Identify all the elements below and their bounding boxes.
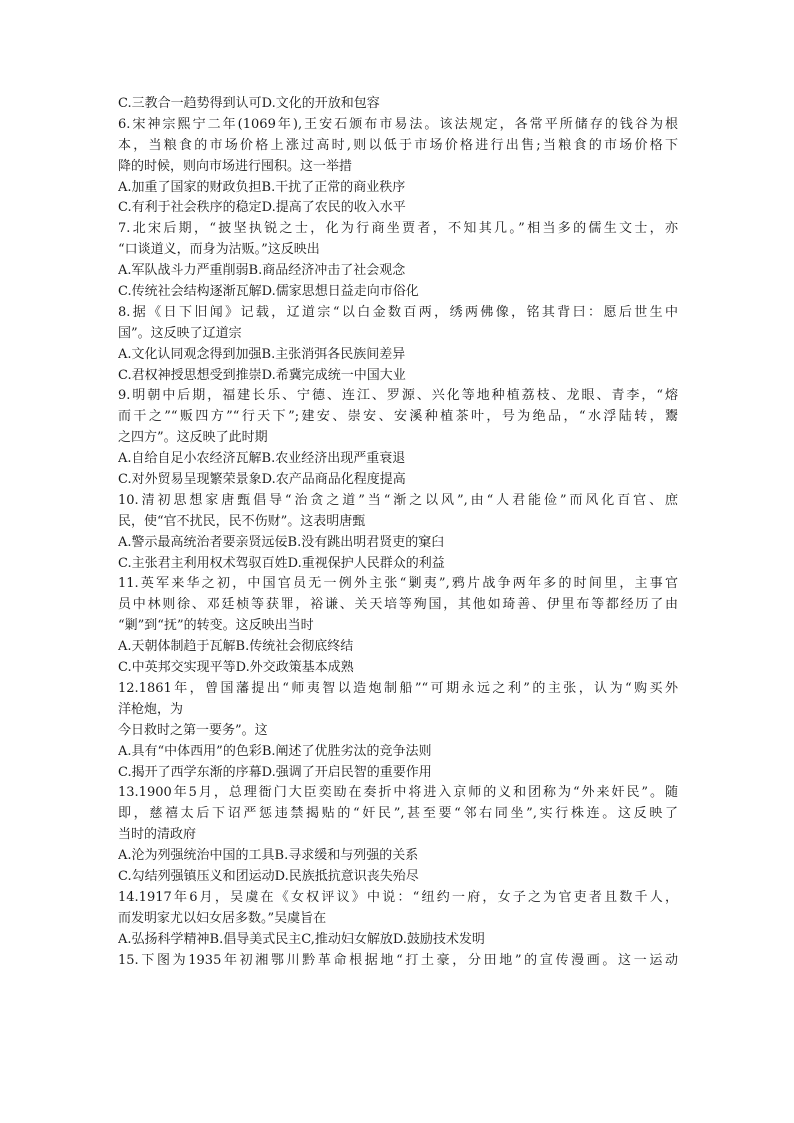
text-line: 当时的清政府 [118, 827, 197, 843]
text-line: 本，当粮食的市场价格上涨过高时,则以低于市场价格进行出售;当粮食的市场价格下 [118, 137, 678, 153]
text-line: C.揭开了西学东渐的序幕D.强调了开启民智的重要作用 [118, 764, 432, 780]
text-line: 员中林则徐、邓廷桢等获罪，裕谦、关天培等殉国，其他如琦善、伊里布等都经历了由 [118, 597, 678, 613]
text-line: 15.下图为1935年初湘鄂川黔革命根据地“打土豪，分田地”的宣传漫画。这一运动 [118, 952, 678, 968]
text-line: 国”。这反映了辽道宗 [118, 325, 242, 341]
document-page [118, 94, 678, 971]
text-line: C.君权神授思想受到推崇D.希冀完成统一中国大业 [118, 367, 406, 383]
text-line: A.警示最高统治者要亲贤远佞B.没有跳出明君贤吏的窠臼 [118, 534, 445, 550]
text-line: A.具有“中体西用”的色彩B.阐述了优胜劣汰的竞争法则 [118, 743, 432, 759]
text-line: C.三教合一趋势得到认可D.文化的开放和包容 [118, 96, 380, 111]
text-line: C.传统社会结构逐渐瓦解D.儒家思想日益走向市俗化 [118, 284, 419, 300]
text-line: C.中英邦交实现平等D.外交政策基本成熟 [118, 660, 354, 676]
text-line: 14.1917年6月，吴虞在《女权评议》中说：“纽约一府，女子之为官吏者且数千人， [118, 889, 678, 905]
text-line: 10.清初思想家唐甄倡导“治贪之道”当“渐之以风”,由“人君能俭”而风化百官、庶 [118, 492, 678, 508]
text-line: A.文化认同观念得到加强B.主张消弭各民族间差异 [118, 346, 406, 362]
text-line: 今日救时之第一要务”。这 [118, 722, 268, 738]
text-line: 而发明家尤以妇女居多数。”吴虞旨在 [118, 910, 327, 926]
text-line: A.弘扬科学精神B.倡导美式民主C,推动妇女解放D.鼓励技术发明 [118, 931, 485, 947]
text-line: 13.1900年5月，总理衙门大臣奕劻在奏折中将进入京师的义和团称为“外来奸民”。随 [118, 785, 678, 801]
text-line: 之四方”。这反映了此时期 [118, 430, 268, 446]
text-line: 6.宋神宗熙宁二年(1069年),王安石颁布市易法。该法规定，各常平所储存的钱谷为根 [118, 116, 678, 132]
text-line: “剿”到“抚”的转变。这反映出当时 [118, 618, 314, 634]
text-line: “口谈道义，而身为沽贩。”这反映出 [118, 242, 320, 258]
text-line: C.有利于社会秩序的稳定D.提高了农民的收入水平 [118, 200, 406, 216]
text-line: A.沦为列强统治中国的工具B.寻求缓和与列强的关系 [118, 848, 419, 864]
text-line: A.军队战斗力严重削弱B.商品经济冲击了社会观念 [118, 263, 406, 279]
text-line: 而干之”“贩四方”“行天下”;建安、崇安、安溪种植茶叶，号为绝品，“水浮陆转，鬻 [118, 409, 678, 425]
text-line: 即，慈禧太后下诏严惩违禁揭贴的“奸民”,甚至要“邻右同坐”,实行株连。这反映了 [118, 806, 678, 822]
text-line: 12.1861年，曾国藩提出“师夷智以造炮制船”“可期永远之利”的主张，认为“购买外 [118, 680, 678, 696]
text-line: 7.北宋后期，“披坚执锐之士，化为行商坐贾者，不知其几。”相当多的儒生文士，亦 [118, 221, 678, 237]
text-line: A.加重了国家的财政负担B.干扰了正常的商业秩序 [118, 179, 406, 195]
text-line: 洋枪炮，为 [118, 701, 184, 717]
text-line: A.自给自足小农经济瓦解B.农业经济出现严重衰退 [118, 451, 406, 467]
text-line: 11.英军来华之初，中国官员无一例外主张“剿夷”,鸦片战争两年多的时间里，主事官 [118, 576, 678, 592]
text-line: C.主张君主利用权术驾驭百姓D.重视保护人民群众的利益 [118, 555, 445, 571]
text-line: 8.据《日下旧闻》记载，辽道宗“以白金数百两，绣两佛像，铭其背曰：愿后世生中 [118, 304, 678, 320]
text-line: A.天朝体制趋于瓦解B.传统社会彻底终结 [118, 639, 354, 655]
text-line: 9.明朝中后期，福建长乐、宁德、连江、罗源、兴化等地种植荔枝、龙眼、青李，“熔 [118, 388, 678, 404]
text-line: C.勾结列强镇压义和团运动D.民族抵抗意识丧失殆尽 [118, 868, 419, 884]
text-line: 民，使“官不扰民，民不伤财”。这表明唐甄 [118, 513, 366, 529]
text-line: C.对外贸易呈现繁荣景象D.农产品商品化程度提高 [118, 472, 406, 488]
text-line: 降的时候，则向市场进行囤积。这一举措 [118, 158, 353, 174]
